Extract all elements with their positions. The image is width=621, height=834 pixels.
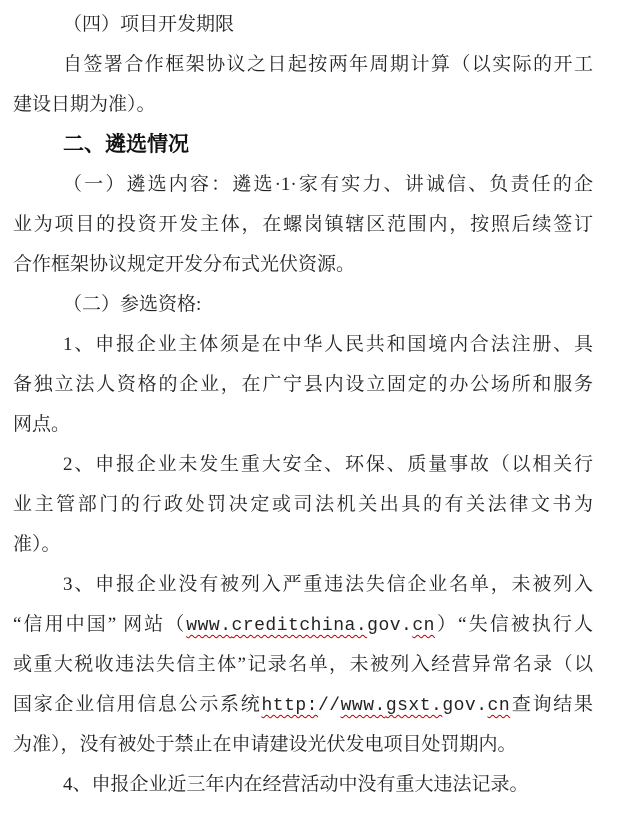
text-line: 合作框架协议规定开发分布式光伏资源。 bbox=[13, 254, 356, 275]
url-line-prefix: “信用中国” 网站（ bbox=[13, 614, 187, 635]
url-creditchina-cn: cn bbox=[412, 616, 435, 636]
url-gsxt-gov: gov. bbox=[442, 696, 488, 716]
text-line: 业主管部门的行政处罚决定或司法机关出具的有关法律文书为 bbox=[13, 494, 593, 515]
subsection-title-line: （四）项目开发期限 bbox=[63, 14, 235, 35]
text-line: 备独立法人资格的企业，在广宁县内设立固定的办公场所和服务 bbox=[13, 374, 593, 395]
url-gsxt-slashes: // bbox=[317, 696, 341, 716]
text-line: 建设日期为准）。 bbox=[13, 94, 156, 115]
url-gsxt-domain: gsxt. bbox=[385, 696, 443, 716]
text-line-with-url bbox=[13, 685, 593, 725]
url-line-prefix: 国家企业信用信息公示系统 bbox=[13, 694, 262, 715]
url-creditchina-gov: gov. bbox=[367, 616, 413, 636]
text-line: 自签署合作框架协议之日起按两年周期计算（以实际的开工 bbox=[63, 54, 593, 75]
text-line: 2、申报企业未发生重大安全、环保、质量事故（以相关行 bbox=[63, 454, 593, 475]
url-creditchina-www: www. bbox=[186, 616, 232, 636]
text-line: （一）遴选内容：遴选·1·家有实力、讲诚信、负责任的企 bbox=[63, 174, 593, 195]
url-line-suffix: ）“失信被执行人 bbox=[434, 614, 593, 635]
url-creditchina-domain: creditchina. bbox=[231, 616, 368, 636]
text-line: 4、申报企业近三年内在经营活动中没有重大违法记录。 bbox=[63, 774, 529, 795]
text-line-with-url bbox=[13, 605, 593, 645]
subsection-title-line: （二）参选资格: bbox=[63, 294, 202, 315]
url-gsxt-cn: cn bbox=[487, 696, 511, 716]
text-line: 网点。 bbox=[13, 414, 71, 435]
text-line: 业为项目的投资开发主体，在螺岗镇辖区范围内，按照后续签订 bbox=[13, 214, 593, 235]
text-line: 3、申报企业没有被列入严重违法失信企业名单，未被列入 bbox=[63, 574, 593, 595]
url-gsxt-http: http: bbox=[261, 696, 318, 716]
text-line: 准）。 bbox=[13, 534, 61, 555]
text-line: 或重大税收违法失信主体”记录名单，未被列入经营异常名录（以 bbox=[13, 654, 593, 675]
text-line: 1、申报企业主体须是在中华人民共和国境内合法注册、具 bbox=[63, 334, 593, 355]
text-line: 为准），没有被处于禁止在申请建设光伏发电项目处罚期内。 bbox=[13, 734, 517, 755]
url-line-suffix: 查询结果 bbox=[510, 694, 593, 715]
section-heading: 二、遴选情况 bbox=[63, 133, 189, 156]
url-gsxt-www: www. bbox=[340, 696, 386, 716]
